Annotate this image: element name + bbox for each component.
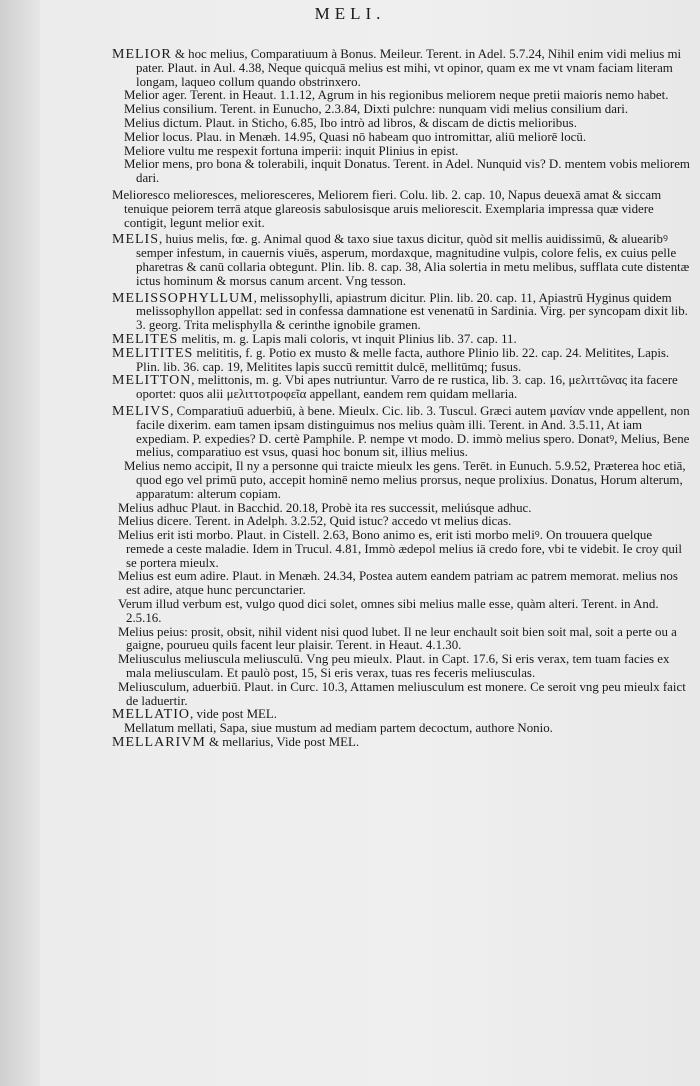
- subentry-melior-mens: [112, 158, 690, 186]
- subentry-melius-erit: [112, 529, 690, 570]
- subentry-meliusculum: [112, 681, 690, 709]
- entry-text: Melius peius: prosit, obsit, nihil vident nisi quod lubet. Il ne leur enchault soit bien soit mal, soit a perte ou a gaigne, pourueu quils facent leur plaisir. Terent. in Heaut. 4.1.30.: [118, 624, 677, 653]
- subentry-melior-ager: [112, 89, 690, 103]
- subentry-melius-peius: [112, 626, 690, 654]
- subentry-melius-est-eum-adire: [112, 570, 690, 598]
- entry-text: , huius melis, fœ. g. Animal quod & taxo siue taxus dicitur, quòd sit mellis auidissimū, & aluearibꝰ semper infestum, in cauernis viuēs, asperum, mordaxque, magnitudine vulpis, colore felis, ex cuius pelle pharetras & canū collaria obtegunt. Plin. lib. 8. cap. 38, Alia solertia in metu melibus, sufflata cute distentæ ictus hominum & morsus canum arcent. Vng tesson.: [136, 232, 690, 288]
- entry-text: Melior locus. Plau. in Menæh. 14.95, Quasi nō habeam quo intromittar, aliū meliorē locū.: [124, 129, 587, 144]
- subentry-melius-nemo-accipit: [112, 460, 690, 501]
- subentry-melius-dictum: [112, 117, 690, 131]
- entry-mellatio: [112, 708, 690, 722]
- subentry-verum-illud: [112, 598, 690, 626]
- entry-text: , vide post MEL.: [190, 707, 278, 722]
- entry-text: Melioresco melioresces, melioresceres, Meliorem fieri. Colu. lib. 2. cap. 10, Napus deuexā amat & siccam tenuique peiorem terrā atque glareosis sabulosisque aruis meliorescit. Exemplaria impressa quæ videre contigit, legunt melior exit.: [112, 187, 662, 230]
- entry-text: , Comparatiuū aduerbiū, à bene. Mieulx. Cic. lib. 3. Tuscul. Græci autem μανίαν vnde appellent, non facile dixerim. eam tamen ipsam distinguimus nos melius quàm illi. Terent. in And. 3.5.11, At iam expediam. P. expedies? D. certè Pamphile. P. nempe vt modo. D. immò melius spero. Donatꝰ, Melius, Bene melius, comparatiuo est vsus, quasi hoc bonum sit, illius melius.: [136, 403, 690, 460]
- entry-text: Meliusculus meliuscula meliusculū. Vng peu mieulx. Plaut. in Capt. 17.6, Si eris verax, tem tuam facies ex mala meliusculam. Et paulò post, 15, Si eris verax, tuas res feceris meliusculas.: [118, 652, 670, 681]
- entry-melissophyllum: [112, 292, 690, 333]
- entry-text: Melius nemo accipit, Il ny a personne qui traicte mieulx les gens. Terēt. in Eunuch. 5.9.52, Præterea hoc etiā, quod ego vel primū puto, accepit hominē nemo melius prorsus, neque prolixius. Donatus, Horum alterum, apparatum: alterum copiam.: [124, 459, 686, 501]
- headword: MELISSOPHYLLUM: [112, 290, 254, 306]
- entry-text: Meliore vultu me respexit fortuna imperii: inquit Plinius in epist.: [124, 143, 459, 158]
- headword: MELIOR: [112, 47, 172, 62]
- headword: MELIVS: [112, 403, 171, 419]
- subentry-melius-dicere: [112, 515, 690, 529]
- entry-text: melititis, f. g. Potio ex musto & melle facta, authore Plinio lib. 22. cap. 24. Melitites, Lapis. Plin. lib. 36. cap. 19, Melitites lapis succū remittit dulcē, mellitūmq; fusus.: [136, 345, 670, 374]
- entry-text: Melius adhuc Plaut. in Bacchid. 20.18, Probè ita res successit, meliúsque adhuc.: [118, 500, 532, 515]
- entry-text: Melior ager. Terent. in Heaut. 1.1.12, Agrum in his regionibus meliorem neque pretii maioris nemo habet.: [124, 88, 669, 103]
- headword: MELIS: [112, 232, 159, 248]
- entry-text: & mellarius, Vide post MEL.: [205, 735, 360, 750]
- headword: MELITITES: [112, 345, 194, 361]
- subentry-mellatum: [112, 722, 690, 736]
- entry-text: Mellatum mellati, Sapa, siue mustum ad mediam partem decoctum, authore Nonio.: [124, 721, 553, 736]
- subentry-melius-adhuc: [112, 502, 690, 516]
- entry-text: Melius erit isti morbo. Plaut. in Cistell. 2.63, Bono animo es, erit isti morbo meliꝰ. On trouuera quelque remede a ceste maladie. Idem in Trucul. 4.81, Immò ædepol melius iā credo fore, vbi te videbit. Ie croy quil se portera mieulx.: [118, 528, 682, 570]
- entry-text: , melittonis, m. g. Vbi apes nutriuntur. Varro de re rustica, lib. 3. cap. 16, μελιττῶνας ita facere oportet: quos alii μελιττοτροφεῖα appellant, eandem rem quidam mellaria.: [136, 373, 678, 402]
- entry-text: & hoc melius, Comparatiuum à Bonus. Meileur. Terent. in Adel. 5.7.24, Nihil enim vidi melius mi pater. Plaut. in Aul. 4.38, Neque quicquā melius est mihi, vt opinor, quam ex me vt vnam faciam literam longam, laqueo collum quando obstrinxero.: [136, 47, 682, 89]
- subentry-meliusculus: [112, 653, 690, 681]
- subentry-meliore-vultu: [112, 145, 690, 159]
- entry-melitites: [112, 347, 690, 375]
- headword: MELLATIO: [112, 707, 190, 723]
- headword: MELITES: [112, 331, 179, 347]
- running-title: MELI.: [314, 4, 386, 23]
- entry-text: Verum illud verbum est, vulgo quod dici solet, omnes sibi melius malle esse, quàm alteri. Terent. in And. 2.5.16.: [118, 597, 659, 625]
- entry-melius: [112, 405, 690, 460]
- entry-melis: [112, 233, 690, 288]
- entry-melioresco: [112, 189, 690, 230]
- entry-text: , melissophylli, apiastrum dicitur. Plin. lib. 20. cap. 11, Apiastrū Hyginus quidem melissophyllon appellat: sed in confessa damnatione est venenatū in Sardinia. Virg. per syncopam dixit lib. 3. georg. Trita melisphylla & cerinthe ignobile gramen.: [136, 290, 688, 333]
- entry-text: Melius est eum adire. Plaut. in Menæh. 24.34, Postea autem eandem patriam ac patrem memorat. melius nos est adire, atque hunc percunctarier.: [118, 569, 678, 598]
- entry-melites: [112, 333, 690, 347]
- entry-melitton: [112, 374, 690, 402]
- page-gutter: [0, 0, 40, 1086]
- subentry-melior-locus: [112, 131, 690, 145]
- entry-melior: [112, 48, 690, 89]
- headword: MELLARIVM: [112, 735, 206, 751]
- entry-text: Melius consilium. Terent. in Eunucho, 2.3.84, Dixti pulchre: nunquam vidi melius consilium dari.: [124, 102, 629, 117]
- dictionary-body: [112, 48, 690, 750]
- entry-mellarium: [112, 736, 690, 750]
- entry-text: Melius dictum. Plaut. in Sticho, 6.85, Ibo intrò ad libros, & discam de dictis melioribus.: [124, 115, 577, 130]
- entry-text: Meliusculum, aduerbiū. Plaut. in Curc. 10.3, Attamen meliusculum est monere. Ce seroit vng peu mieulx faict de laduertir.: [118, 679, 686, 708]
- headword: MELITTON: [112, 373, 192, 389]
- entry-text: Melius dicere. Terent. in Adelph. 3.2.52, Quid istuc? accedo vt melius dicas.: [118, 514, 512, 529]
- subentry-melius-consilium: [112, 103, 690, 117]
- entry-text: melitis, m. g. Lapis mali coloris, vt inquit Plinius lib. 37. cap. 11.: [178, 331, 517, 346]
- entry-text: Melior mens, pro bona & tolerabili, inquit Donatus. Terent. in Adel. Nunquid vis? D. mentem vobis meliorem dari.: [124, 157, 690, 186]
